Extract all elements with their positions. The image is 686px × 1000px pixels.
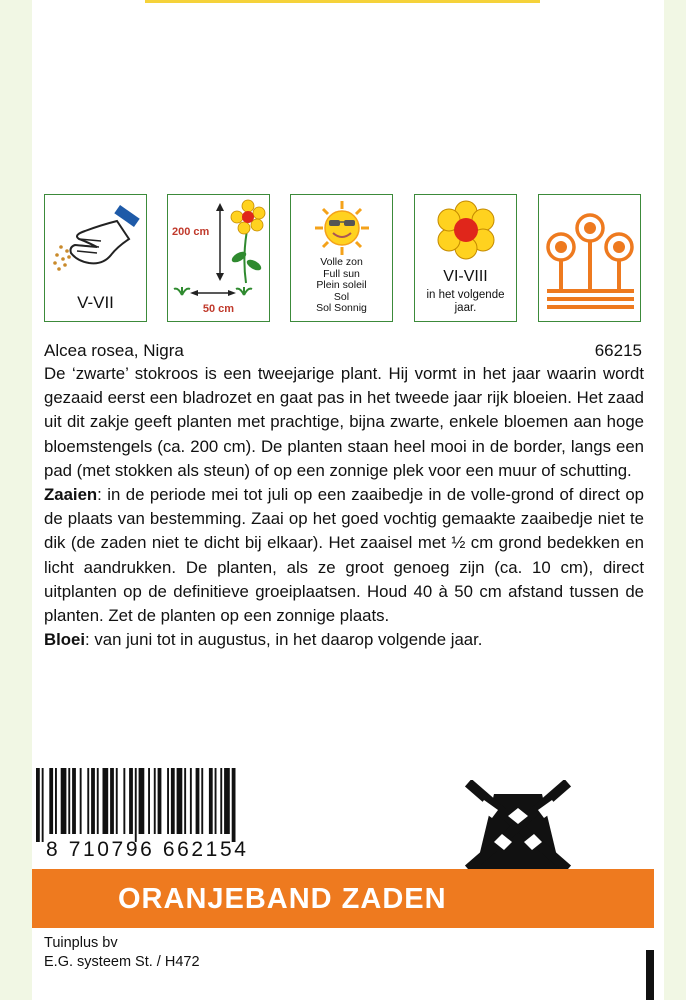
- sun-line-5: Sol Sonnig: [316, 302, 367, 314]
- corner-mark: [646, 950, 654, 1000]
- border-icon-box: [538, 194, 641, 322]
- description-intro: De ‘zwarte’ stokroos is een tweejarige plant. Hij vormt in het jaar waarin wordt gezaaid eerst een bladrozet en gaat pas in het tweede jaar rijk bloeien. Het zaad uit dit zakje geeft planten met prachtige, bijna zwarte, enkele bloemen aan hoge bloemstengels (ca. 200 cm). De planten staan heel mooi in de border, langs een pad (met stokken als steun) of op een zonnige plek voor een muur of schutting.: [44, 364, 644, 480]
- sun-line-3: Plein soleil: [316, 279, 367, 291]
- brand-name: ORANJEBAND ZADEN: [118, 883, 447, 915]
- sowing-paragraph: [44, 483, 644, 628]
- sun-icon-box: [290, 194, 393, 322]
- product-code: 66215: [594, 341, 642, 360]
- bloom-heading: Bloei: [44, 630, 86, 650]
- bloom-paragraph: [44, 628, 644, 652]
- flower-border-icon: [539, 195, 642, 323]
- barcode-digits: 8 710796 662154: [46, 838, 249, 861]
- right-edge: [664, 0, 686, 1000]
- product-name: Alcea rosea, Nigra: [44, 341, 184, 360]
- product-title-row: [44, 341, 642, 363]
- bloom-note-line-1: in het volgende: [426, 289, 505, 301]
- top-color-strip: [145, 0, 540, 3]
- size-icon-box: [167, 194, 270, 322]
- brand-banner: [32, 869, 654, 928]
- footer-system: E.G. systeem St. / H472: [44, 954, 200, 970]
- spacing-label: 50 cm: [202, 303, 235, 315]
- sowing-instructions: : in de periode mei tot juli op een zaaibedje in de volle-grond of direct op de plaats van bestemming. Zaai op het goed vochtig gemaakte zaaibedje niet te dik (de zaden niet te dicht bij elkaar). Het zaaisel met ½ cm grond bedekken en licht aandrukken. De planten, als ze groot genoeg zijn (ca. 10 cm), direct uitplanten op de definitieve groeiplaatsen. Houd 40 à 50 cm afstand tussen de planten. Zet de planten op een zonnige plaats.: [44, 485, 644, 626]
- sowing-icon-box: [44, 194, 147, 322]
- footer-company: Tuinplus bv: [44, 935, 118, 951]
- sun-line-2: Full sun: [323, 267, 360, 280]
- height-label: 200 cm: [172, 226, 210, 238]
- bloom-period: VI-VIII: [443, 268, 488, 285]
- bloom-icon-box: [414, 194, 517, 322]
- sowing-period: V-VII: [77, 293, 114, 312]
- sun-text: [291, 257, 392, 315]
- bloom-note: [415, 289, 516, 315]
- left-edge: [0, 0, 32, 1000]
- bloom-note-line-2: jaar.: [454, 302, 477, 314]
- sun-line-1: Volle zon: [320, 256, 363, 268]
- sun-line-4: Sol: [333, 290, 350, 303]
- sowing-heading: Zaaien: [44, 485, 98, 505]
- icon-row: [44, 194, 644, 324]
- description-text: [44, 362, 644, 652]
- bloom-instructions: : van juni tot in augustus, in het daarop volgende jaar.: [85, 630, 483, 650]
- windmill-logo-icon: [458, 780, 578, 869]
